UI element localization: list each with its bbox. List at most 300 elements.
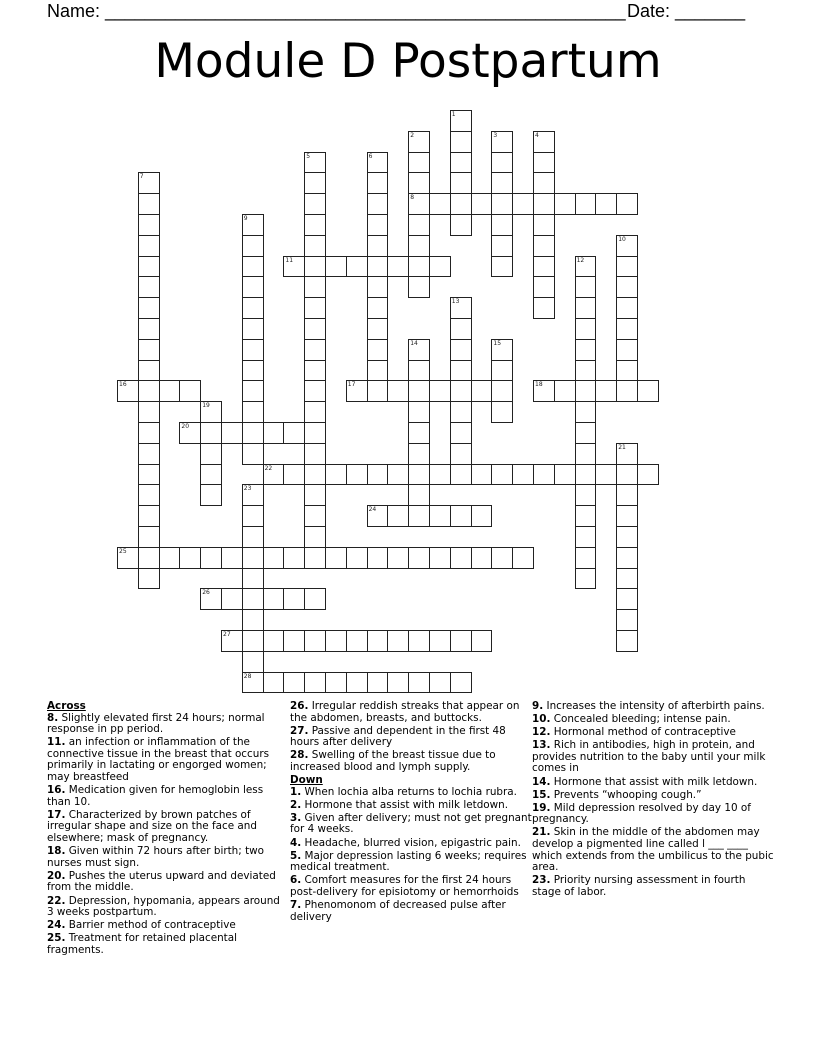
grid-cell[interactable] <box>429 672 451 694</box>
grid-cell[interactable] <box>471 464 493 486</box>
grid-cell[interactable] <box>242 672 264 694</box>
grid-cell[interactable] <box>450 547 472 569</box>
grid-cell[interactable] <box>450 339 472 361</box>
grid-cell[interactable] <box>200 443 222 465</box>
grid-cell[interactable] <box>491 401 513 423</box>
grid-cell[interactable] <box>367 214 389 236</box>
grid-cell[interactable] <box>471 630 493 652</box>
grid-cell[interactable] <box>159 380 181 402</box>
grid-cell[interactable] <box>533 276 555 298</box>
clue-number-label: 9 <box>243 215 248 222</box>
clue-number: 3. <box>290 811 302 824</box>
grid-cell[interactable] <box>242 568 264 590</box>
grid-cell[interactable] <box>616 588 638 610</box>
grid-cell[interactable] <box>304 193 326 215</box>
clue-number: 21. <box>532 826 551 839</box>
grid-cell[interactable] <box>242 256 264 278</box>
grid-cell[interactable] <box>408 131 430 153</box>
clue-number-label: 11 <box>285 256 294 264</box>
grid-cell[interactable] <box>346 464 368 486</box>
grid-cell[interactable] <box>554 193 576 215</box>
grid-cell[interactable] <box>242 630 264 652</box>
grid-cell[interactable] <box>575 360 597 382</box>
grid-cell[interactable] <box>575 380 597 402</box>
grid-cell[interactable] <box>138 193 160 215</box>
grid-cell[interactable] <box>616 568 638 590</box>
grid-cell[interactable] <box>450 193 472 215</box>
clue-number-label: 2 <box>410 131 415 139</box>
grid-cell[interactable] <box>346 547 368 569</box>
clue-down <box>290 851 532 874</box>
grid-cell[interactable] <box>450 672 472 694</box>
grid-cell[interactable] <box>138 547 160 569</box>
grid-cell[interactable] <box>367 630 389 652</box>
grid-cell[interactable] <box>242 651 264 673</box>
grid-cell[interactable] <box>450 505 472 527</box>
grid-cell[interactable] <box>138 464 160 486</box>
grid-cell[interactable] <box>575 464 597 486</box>
grid-cell[interactable] <box>221 630 243 652</box>
grid-cell[interactable] <box>616 360 638 382</box>
grid-cell[interactable] <box>575 547 597 569</box>
grid-cell[interactable] <box>138 339 160 361</box>
grid-cell[interactable] <box>242 443 264 465</box>
grid-cell[interactable] <box>138 380 160 402</box>
grid-cell[interactable] <box>325 547 347 569</box>
grid-cell[interactable] <box>263 547 285 569</box>
grid-cell[interactable] <box>595 380 617 402</box>
grid-cell[interactable] <box>304 276 326 298</box>
grid-cell[interactable] <box>242 484 264 506</box>
grid-cell[interactable] <box>179 422 201 444</box>
grid-cell[interactable] <box>616 547 638 569</box>
clue-number: 4. <box>290 836 302 849</box>
grid-cell[interactable] <box>242 360 264 382</box>
grid-cell[interactable] <box>450 464 472 486</box>
clue-across <box>47 871 289 894</box>
grid-cell[interactable] <box>367 256 389 278</box>
grid-cell[interactable] <box>263 630 285 652</box>
grid-cell[interactable] <box>408 547 430 569</box>
grid-cell[interactable] <box>491 193 513 215</box>
grid-cell[interactable] <box>367 152 389 174</box>
grid-cell[interactable] <box>367 297 389 319</box>
clue-across <box>47 933 289 956</box>
grid-cell[interactable] <box>304 630 326 652</box>
grid-cell[interactable] <box>595 464 617 486</box>
clue-number-label: 10 <box>618 235 626 243</box>
grid-cell[interactable] <box>304 526 326 548</box>
grid-cell[interactable] <box>533 235 555 257</box>
grid-cell[interactable] <box>575 568 597 590</box>
grid-cell[interactable] <box>491 214 513 236</box>
grid-cell[interactable] <box>367 547 389 569</box>
grid-cell[interactable] <box>533 172 555 194</box>
grid-cell[interactable] <box>616 380 638 402</box>
grid-cell[interactable] <box>346 672 368 694</box>
grid-cell[interactable] <box>575 193 597 215</box>
grid-cell[interactable] <box>575 276 597 298</box>
clue-number: 1. <box>290 785 302 798</box>
clue-down <box>532 790 774 802</box>
clue-across <box>47 810 289 845</box>
grid-cell[interactable] <box>179 380 201 402</box>
grid-cell[interactable] <box>616 256 638 278</box>
grid-cell[interactable] <box>491 172 513 194</box>
date-field[interactable]: Date: _______ <box>627 1 746 21</box>
grid-cell[interactable] <box>200 401 222 423</box>
clue-number-label: 15 <box>493 339 502 347</box>
grid-cell[interactable] <box>616 464 638 486</box>
grid-cell[interactable] <box>367 318 389 340</box>
grid-cell[interactable] <box>263 588 285 610</box>
grid-cell[interactable] <box>138 318 160 340</box>
grid-cell[interactable] <box>283 547 305 569</box>
grid-cell[interactable] <box>304 152 326 174</box>
grid-cell[interactable] <box>408 360 430 382</box>
grid-cell[interactable] <box>242 526 264 548</box>
grid-cell[interactable] <box>221 588 243 610</box>
grid-cell[interactable] <box>138 172 160 194</box>
clue-number: 12. <box>532 726 551 739</box>
grid-cell[interactable] <box>450 401 472 423</box>
clue-text: Barrier method of contraceptive <box>68 919 236 932</box>
clue-text: Depression, hypomania, appears around 3 weeks postpartum. <box>47 894 280 919</box>
grid-cell[interactable] <box>429 505 451 527</box>
grid-cell[interactable] <box>408 484 430 506</box>
grid-cell[interactable] <box>283 464 305 486</box>
grid-cell[interactable] <box>408 380 430 402</box>
grid-cell[interactable] <box>616 235 638 257</box>
grid-cell[interactable] <box>242 609 264 631</box>
clue-text: Hormone that assist with milk letdown. <box>304 798 509 811</box>
grid-cell[interactable] <box>408 214 430 236</box>
grid-cell[interactable] <box>304 297 326 319</box>
grid-cell[interactable] <box>429 630 451 652</box>
grid-cell[interactable] <box>387 547 409 569</box>
grid-cell[interactable] <box>367 235 389 257</box>
grid-cell[interactable] <box>512 193 534 215</box>
grid-cell[interactable] <box>138 505 160 527</box>
clue-number-label: 12 <box>576 256 585 264</box>
grid-cell[interactable] <box>367 172 389 194</box>
grid-cell[interactable] <box>575 526 597 548</box>
grid-cell[interactable] <box>575 422 597 444</box>
grid-cell[interactable] <box>367 672 389 694</box>
clue-text: Hormone that assist with milk letdown. <box>553 775 758 788</box>
grid-cell[interactable] <box>346 256 368 278</box>
grid-cell[interactable] <box>304 318 326 340</box>
grid-cell[interactable] <box>242 276 264 298</box>
grid-cell[interactable] <box>367 276 389 298</box>
grid-cell[interactable] <box>367 193 389 215</box>
grid-cell[interactable] <box>575 443 597 465</box>
grid-cell[interactable] <box>138 526 160 548</box>
grid-cell[interactable] <box>491 380 513 402</box>
grid-cell[interactable] <box>450 318 472 340</box>
grid-cell[interactable] <box>616 609 638 631</box>
grid-cell[interactable] <box>387 672 409 694</box>
clue-number: 11. <box>47 736 66 749</box>
grid-cell[interactable] <box>263 422 285 444</box>
grid-cell[interactable] <box>429 464 451 486</box>
grid-cell[interactable] <box>450 443 472 465</box>
grid-cell[interactable] <box>138 401 160 423</box>
grid-cell[interactable] <box>408 339 430 361</box>
grid-cell[interactable] <box>242 588 264 610</box>
grid-cell[interactable] <box>242 505 264 527</box>
grid-cell[interactable] <box>554 464 576 486</box>
grid-cell[interactable] <box>616 505 638 527</box>
grid-cell[interactable] <box>616 443 638 465</box>
grid-cell[interactable] <box>450 360 472 382</box>
grid-cell[interactable] <box>325 256 347 278</box>
grid-cell[interactable] <box>200 464 222 486</box>
grid-cell[interactable] <box>450 214 472 236</box>
grid-cell[interactable] <box>387 505 409 527</box>
grid-cell[interactable] <box>138 235 160 257</box>
grid-cell[interactable] <box>533 256 555 278</box>
grid-cell[interactable] <box>117 380 139 402</box>
clue-text: Prevents “whooping cough.” <box>553 788 702 801</box>
grid-cell[interactable] <box>304 443 326 465</box>
clue-text: Characterized by brown patches of irregular shape and size on the face and elsewhere; mask of pregnancy. <box>47 808 257 845</box>
grid-cell[interactable] <box>408 276 430 298</box>
clue-number: 7. <box>290 899 302 911</box>
grid-cell[interactable] <box>283 588 305 610</box>
grid-cell[interactable] <box>491 547 513 569</box>
grid-cell[interactable] <box>138 297 160 319</box>
grid-cell[interactable] <box>283 630 305 652</box>
grid-cell[interactable] <box>367 339 389 361</box>
grid-cell[interactable] <box>533 131 555 153</box>
grid-cell[interactable] <box>387 630 409 652</box>
grid-cell[interactable] <box>491 256 513 278</box>
grid-cell[interactable] <box>408 172 430 194</box>
clue-number-label: 18 <box>535 381 543 389</box>
grid-cell[interactable] <box>325 464 347 486</box>
grid-cell[interactable] <box>616 193 638 215</box>
grid-cell[interactable] <box>533 297 555 319</box>
grid-cell[interactable] <box>200 484 222 506</box>
grid-cell[interactable] <box>408 505 430 527</box>
grid-cell[interactable] <box>429 380 451 402</box>
grid-cell[interactable] <box>533 464 555 486</box>
clue-number: 15. <box>532 788 551 801</box>
clue-number-label: 27 <box>223 631 231 638</box>
clue-number: 10. <box>532 713 551 726</box>
grid-cell[interactable] <box>533 380 555 402</box>
grid-cell[interactable] <box>616 339 638 361</box>
clue-down <box>290 787 532 799</box>
grid-cell[interactable] <box>304 588 326 610</box>
grid-cell[interactable] <box>575 484 597 506</box>
grid-cell[interactable] <box>554 380 576 402</box>
grid-cell[interactable] <box>367 360 389 382</box>
grid-cell[interactable] <box>304 380 326 402</box>
grid-cell[interactable] <box>304 214 326 236</box>
grid-cell[interactable] <box>595 193 617 215</box>
clue-text: an infection or inflammation of the connective tissue in the breast that occurs primarily in lactating or engorged women; may breastfeed <box>47 736 269 784</box>
grid-cell[interactable] <box>471 547 493 569</box>
grid-cell[interactable] <box>304 464 326 486</box>
grid-cell[interactable] <box>491 235 513 257</box>
grid-cell[interactable] <box>346 380 368 402</box>
grid-cell[interactable] <box>408 464 430 486</box>
clue-number: 23. <box>532 874 551 887</box>
grid-cell[interactable] <box>200 588 222 610</box>
grid-cell[interactable] <box>450 172 472 194</box>
grid-cell[interactable] <box>325 630 347 652</box>
grid-cell[interactable] <box>242 318 264 340</box>
clue-down <box>532 803 774 826</box>
grid-cell[interactable] <box>575 505 597 527</box>
grid-cell[interactable] <box>429 256 451 278</box>
grid-cell[interactable] <box>242 380 264 402</box>
grid-cell[interactable] <box>491 131 513 153</box>
grid-cell[interactable] <box>138 484 160 506</box>
grid-cell[interactable] <box>491 464 513 486</box>
grid-cell[interactable] <box>138 568 160 590</box>
grid-cell[interactable] <box>471 380 493 402</box>
grid-cell[interactable] <box>242 235 264 257</box>
grid-cell[interactable] <box>304 360 326 382</box>
grid-cell[interactable] <box>263 672 285 694</box>
grid-cell[interactable] <box>408 152 430 174</box>
grid-cell[interactable] <box>616 276 638 298</box>
name-field[interactable]: Name: ____________________________________________________ <box>47 1 626 21</box>
grid-cell[interactable] <box>200 547 222 569</box>
grid-cell[interactable] <box>533 152 555 174</box>
grid-cell[interactable] <box>221 547 243 569</box>
grid-cell[interactable] <box>304 235 326 257</box>
grid-cell[interactable] <box>616 318 638 340</box>
grid-cell[interactable] <box>138 360 160 382</box>
grid-cell[interactable] <box>408 422 430 444</box>
grid-cell[interactable] <box>575 339 597 361</box>
grid-cell[interactable] <box>283 256 305 278</box>
grid-cell[interactable] <box>575 256 597 278</box>
grid-cell[interactable] <box>429 547 451 569</box>
grid-cell[interactable] <box>387 464 409 486</box>
grid-cell[interactable] <box>304 172 326 194</box>
grid-cell[interactable] <box>367 464 389 486</box>
grid-cell[interactable] <box>221 422 243 444</box>
grid-cell[interactable] <box>283 672 305 694</box>
grid-cell[interactable] <box>159 547 181 569</box>
grid-cell[interactable] <box>242 422 264 444</box>
grid-cell[interactable] <box>471 193 493 215</box>
grid-cell[interactable] <box>304 672 326 694</box>
grid-cell[interactable] <box>491 360 513 382</box>
grid-cell[interactable] <box>533 214 555 236</box>
grid-cell[interactable] <box>138 214 160 236</box>
grid-cell[interactable] <box>117 547 139 569</box>
grid-cell[interactable] <box>471 505 493 527</box>
grid-cell[interactable] <box>408 443 430 465</box>
clue-across <box>47 896 289 919</box>
grid-cell[interactable] <box>138 276 160 298</box>
grid-cell[interactable] <box>387 380 409 402</box>
grid-cell[interactable] <box>616 297 638 319</box>
clue-text: Increases the intensity of afterbirth pains. <box>546 700 765 712</box>
grid-cell[interactable] <box>304 547 326 569</box>
grid-cell[interactable] <box>491 339 513 361</box>
grid-cell[interactable] <box>616 630 638 652</box>
grid-cell[interactable] <box>450 422 472 444</box>
grid-cell[interactable] <box>283 422 305 444</box>
grid-cell[interactable] <box>242 297 264 319</box>
grid-cell[interactable] <box>200 422 222 444</box>
grid-cell[interactable] <box>138 256 160 278</box>
grid-cell[interactable] <box>491 152 513 174</box>
grid-cell[interactable] <box>325 672 347 694</box>
grid-cell[interactable] <box>304 401 326 423</box>
grid-cell[interactable] <box>450 110 472 132</box>
grid-cell[interactable] <box>616 484 638 506</box>
grid-cell[interactable] <box>367 380 389 402</box>
grid-cell[interactable] <box>408 401 430 423</box>
grid-cell[interactable] <box>575 318 597 340</box>
grid-cell[interactable] <box>408 256 430 278</box>
grid-cell[interactable] <box>304 484 326 506</box>
grid-cell[interactable] <box>263 464 285 486</box>
grid-cell[interactable] <box>408 672 430 694</box>
grid-cell[interactable] <box>637 380 659 402</box>
grid-cell[interactable] <box>450 152 472 174</box>
grid-cell[interactable] <box>575 297 597 319</box>
grid-cell[interactable] <box>450 131 472 153</box>
grid-cell[interactable] <box>242 339 264 361</box>
grid-cell[interactable] <box>575 401 597 423</box>
clues-column-1 <box>47 701 289 958</box>
grid-cell[interactable] <box>408 630 430 652</box>
clue-number: 13. <box>532 739 551 752</box>
clue-number-label: 4 <box>535 131 539 139</box>
grid-cell[interactable] <box>179 547 201 569</box>
grid-cell[interactable] <box>450 297 472 319</box>
grid-cell[interactable] <box>304 339 326 361</box>
grid-cell[interactable] <box>367 505 389 527</box>
grid-cell[interactable] <box>138 443 160 465</box>
grid-cell[interactable] <box>616 526 638 548</box>
grid-cell[interactable] <box>429 193 451 215</box>
grid-cell[interactable] <box>450 380 472 402</box>
grid-cell[interactable] <box>304 422 326 444</box>
grid-cell[interactable] <box>512 464 534 486</box>
grid-cell[interactable] <box>387 256 409 278</box>
grid-cell[interactable] <box>242 547 264 569</box>
grid-cell[interactable] <box>242 214 264 236</box>
clue-text: Headache, blurred vision, epigastric pain. <box>304 836 521 849</box>
clue-text: Rich in antibodies, high in protein, and provides nutrition to the baby until your milk comes in <box>532 739 766 775</box>
grid-cell[interactable] <box>304 505 326 527</box>
clue-text: Medication given for hemoglobin less than 10. <box>47 784 264 808</box>
clue-number-label: 20 <box>181 423 190 430</box>
grid-cell[interactable] <box>450 630 472 652</box>
grid-cell[interactable] <box>346 630 368 652</box>
grid-cell[interactable] <box>512 547 534 569</box>
grid-cell[interactable] <box>408 235 430 257</box>
clue-text: Major depression lasting 6 weeks; requires medical treatment. <box>290 849 527 874</box>
grid-cell[interactable] <box>138 422 160 444</box>
grid-cell[interactable] <box>304 256 326 278</box>
grid-cell[interactable] <box>533 193 555 215</box>
clue-text: Passive and dependent in the first 48 hours after delivery <box>290 724 506 749</box>
grid-cell[interactable] <box>242 401 264 423</box>
grid-cell[interactable] <box>408 193 430 215</box>
grid-cell[interactable] <box>637 464 659 486</box>
